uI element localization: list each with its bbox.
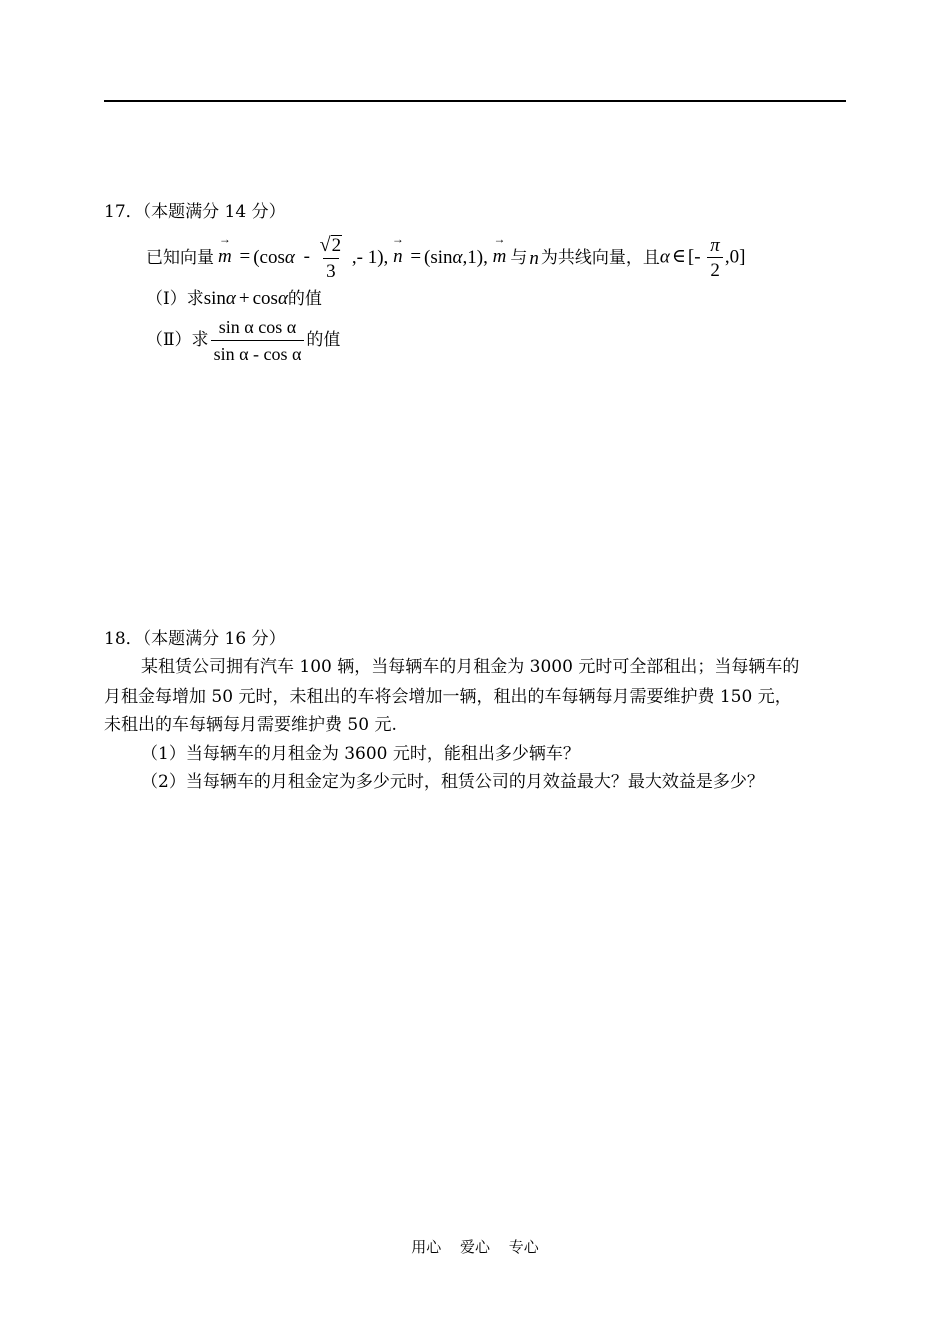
footer-word-3: 专心: [508, 1238, 539, 1256]
vector-m-2: → m: [492, 232, 507, 268]
q17-statement: 已知向量 → m = (cosα - √ 2 3 ,- 1), → n = (sinα,1), → m 与 n 为共线向量，且 α ∈ [- $\frac{\pi}{2}$ ,0]: [146, 232, 746, 283]
fraction-pi-over-2: $\frac{\pi}{2}$: [707, 236, 723, 280]
page-footer: [0, 1236, 950, 1257]
vector-n: → n: [391, 232, 404, 268]
q17-score: （本题满分 14 分）: [142, 202, 286, 222]
header-rule: [104, 100, 846, 102]
q18-line3: 未租出的车每辆每月需要维护费 50 元.: [104, 715, 397, 735]
q18-sub1: （1）当每辆车的月租金为 3600 元时，能租出多少辆车？: [141, 744, 580, 764]
q17-part1: （Ⅰ）求sinα + cosα的值: [146, 288, 322, 309]
q18-heading: 18．（本题满分 16 分）: [104, 629, 286, 649]
q18-line1: 某租赁公司拥有汽车 100 辆，当每辆车的月租金为 3000 元时可全部租出；当每辆车的: [141, 657, 800, 677]
q18-sub2: （2）当每辆车的月租金定为多少元时，租赁公司的月效益最大？最大效益是多少？: [141, 772, 764, 792]
footer-word-2: 爱心: [459, 1238, 490, 1256]
fraction-sqrt2-over-3: √ 2 3: [319, 233, 342, 283]
q17-number: 17．: [104, 202, 143, 222]
q17-part2: （Ⅱ）求 $\frac{\text{sin α cos α}}{\text{sin α - cos α}}$ 的值: [146, 317, 341, 364]
q17-intro: 已知向量: [146, 247, 214, 268]
q18-line2: 月租金每增加 50 元时，未租出的车将会增加一辆，租出的车每辆每月需要维护费 150 元，: [104, 687, 792, 707]
vector-m: → m: [218, 232, 232, 268]
q17-heading: [104, 204, 286, 221]
fraction-sin-cos: $\frac{\text{sin α cos α}}{\text{sin α - cos α}}$: [211, 318, 305, 363]
footer-word-1: 用心: [411, 1238, 442, 1256]
